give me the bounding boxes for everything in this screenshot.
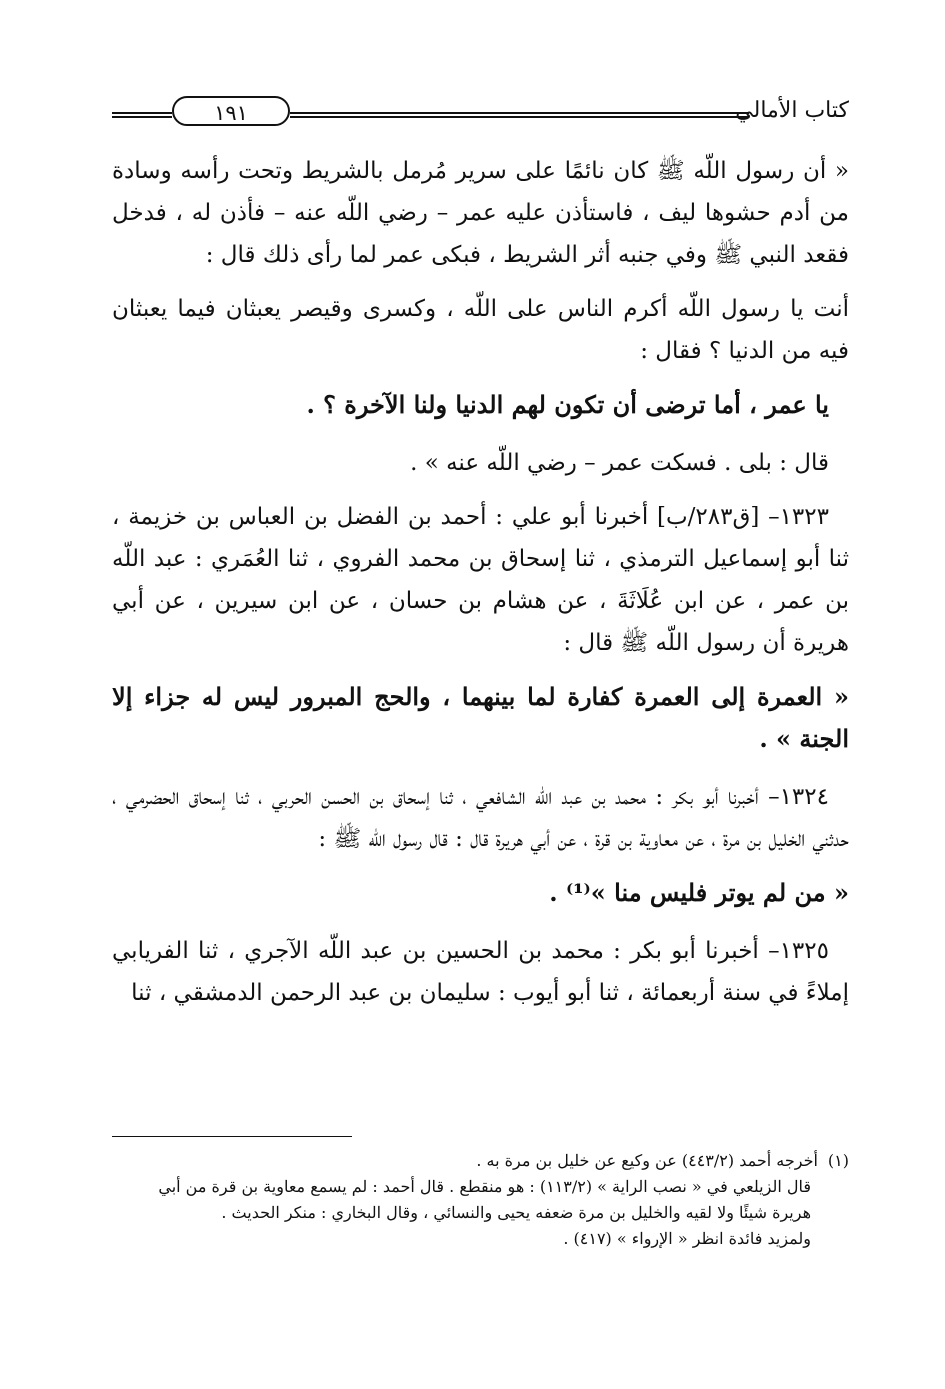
- paragraph: أنت يا رسول اللّه أكرم الناس على اللّه ، وكسرى وقيصر يعبثان فيما يعبثان فيه من الدنيا ؟ فقال :: [112, 296, 849, 364]
- hadith-chain-1323: ١٣٢٣– [ق٢٨٣/ب] أخبرنا أبو علي : أحمد بن الفضل بن العباس بن خزيمة ، ثنا أبو إسماعيل الترمذي ، ثنا إسحاق بن محمد الفروي ، ثنا العُمَري : عبد اللّه بن عمر ، عن ابن عُلَاثَةَ ، عن هشام بن حسان ، عن ابن سيرين ، عن أبي هريرة أن رسول اللّه ﷺ قال :: [112, 504, 849, 656]
- main-text: [112, 150, 849, 1026]
- footnote-line: ولمزيد فائدة انظر « الإرواء » (٤١٧) .: [563, 1229, 811, 1248]
- header-rule-left: [112, 112, 172, 118]
- footnote-separator: [112, 1136, 352, 1137]
- footnote-text: أخرجه أحمد (٤٤٣/٢) عن وكيع عن خليل بن مرة به .: [476, 1151, 818, 1170]
- book-title: كتاب الأمالي: [735, 98, 849, 123]
- hadith-chain-1324: ١٣٢٤– أخبرنا أبو بكر : محمد بن عبد اللّه الشافعي ، ثنا إسحاق بن الحسن الحربي ، ثنا إسحاق الحضرمي ، حدثني الخليل بن مرة ، عن معاوية بن قرة ، عن أبي هريرة قال : قال رسول اللّه ﷺ :: [112, 784, 849, 852]
- footnote-line: قال الزيلعي في « نصب الراية » (١١٣/٢) : هو منقطع . قال أحمد : لم يسمع معاوية بن قرة من أبي: [158, 1177, 811, 1196]
- hadith-quote: يا عمر ، أما ترضى أن تكون لهم الدنيا ولنا الآخرة ؟ .: [306, 390, 829, 419]
- paragraph: « أن رسول اللّه ﷺ كان نائمًا على سرير مُرمل بالشريط وتحت رأسه وسادة من أدم حشوها ليف ، فاستأذن عليه عمر – رضي اللّه عنه – فأذن له ، فدخل فقعد النبي ﷺ وفي جنبه أثر الشريط ، فبكى عمر لما رأى ذلك قال :: [112, 158, 849, 268]
- page-number: ١٩١: [172, 96, 290, 126]
- footnote-line: [112, 1148, 849, 1174]
- footnote-number: (١): [827, 1151, 849, 1170]
- paragraph: قال : بلى . فسكت عمر – رضي اللّه عنه » .: [410, 450, 829, 476]
- footnote-line: هريرة شيئًا ولا لقيه والخليل بن مرة ضعفه يحيى والنسائي ، وقال البخاري : منكر الحديث .: [221, 1203, 811, 1222]
- hadith-chain-1325: ١٣٢٥– أخبرنا أبو بكر : محمد بن الحسين بن عبد اللّه الآجري ، ثنا الفريابي إملاءً في سنة أربعمائة ، ثنا أبو أيوب : سليمان بن عبد الرحمن الدمشقي ، ثنا: [112, 938, 849, 1006]
- hadith-quote: « من لم يوتر فليس منا »⁽¹⁾ .: [549, 878, 849, 907]
- header-rule-middle: [290, 112, 490, 118]
- footnotes: [112, 1148, 849, 1252]
- hadith-quote: « العمرة إلى العمرة كفارة لما بينهما ، والحج المبرور ليس له جزاء إلا الجنة » .: [112, 682, 849, 753]
- page-header: [112, 96, 849, 136]
